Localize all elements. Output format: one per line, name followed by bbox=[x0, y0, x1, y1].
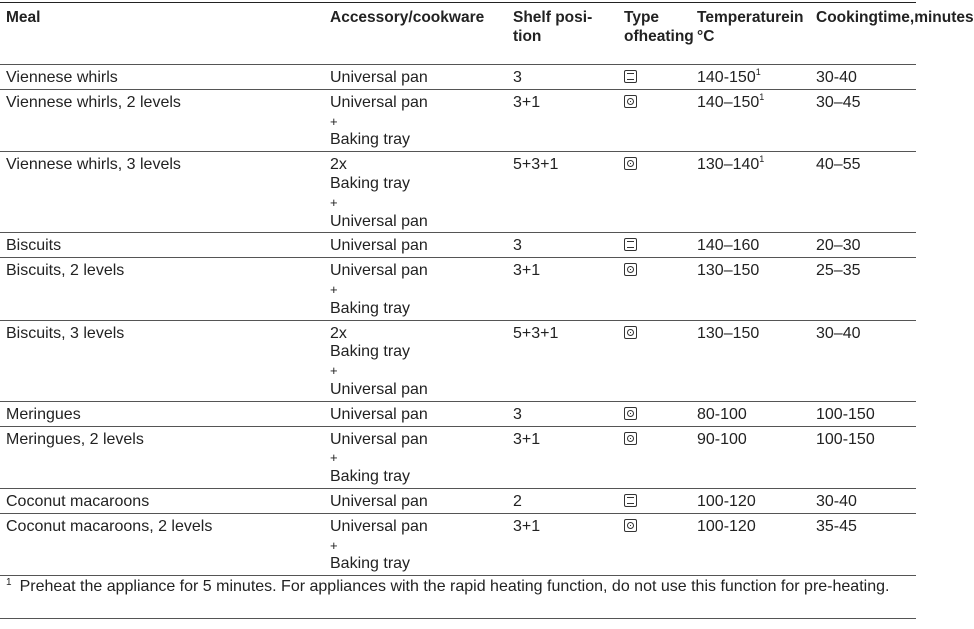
cell-time: 30–40 bbox=[816, 324, 861, 342]
cell-temperature: 80-100 bbox=[697, 405, 747, 423]
cell-meal: Viennese whirls bbox=[6, 69, 118, 86]
table-row bbox=[0, 233, 916, 258]
cell-heating bbox=[618, 488, 691, 513]
footnote-marker: 1 bbox=[6, 577, 12, 588]
cell-shelf: 3+1 bbox=[513, 262, 541, 280]
cell-shelf: 5+3+1 bbox=[513, 156, 559, 174]
cell-time: 35-45 bbox=[816, 517, 857, 535]
cell-accessory: Universal pan bbox=[330, 237, 428, 255]
header-temperature: Temperaturein °C bbox=[697, 9, 804, 45]
cell-meal: Meringues, 2 levels bbox=[6, 430, 144, 448]
cell-accessory: Universal pan bbox=[330, 492, 428, 510]
baking-table bbox=[0, 2, 974, 576]
cell-heating bbox=[618, 401, 691, 426]
cell-heating bbox=[618, 258, 691, 320]
cell-accessory: Universal pan + Baking tray bbox=[330, 262, 428, 317]
table-row bbox=[0, 488, 916, 513]
cell-meal: Biscuits bbox=[6, 237, 62, 255]
cell-heating bbox=[618, 320, 691, 401]
footnote bbox=[6, 578, 896, 597]
cell-heating bbox=[618, 89, 691, 151]
cell-time: 25–35 bbox=[816, 262, 861, 280]
cell-meal: Viennese whirls, 2 levels bbox=[6, 93, 181, 111]
cell-temperature: 90-100 bbox=[697, 430, 747, 448]
header-accessory: Accessory/cookware bbox=[330, 9, 485, 26]
header-shelf: Shelf posi-tion bbox=[513, 9, 593, 45]
cell-shelf: 3+1 bbox=[513, 430, 541, 448]
cell-time: 30-40 bbox=[816, 69, 857, 86]
cell-accessory: Universal pan + Baking tray bbox=[330, 93, 428, 149]
header-time: Cookingtime,minutes bbox=[816, 9, 974, 26]
top-bottom-heat-icon bbox=[624, 70, 637, 83]
table-header-row bbox=[0, 3, 916, 65]
header-meal: Meal bbox=[6, 9, 41, 26]
cell-heating bbox=[618, 426, 691, 488]
table-row bbox=[0, 258, 916, 320]
cell-meal: Coconut macaroons, 2 levels bbox=[6, 517, 213, 535]
cell-shelf: 5+3+1 bbox=[513, 324, 559, 342]
header-heating: Type ofheating bbox=[624, 9, 694, 45]
cell-accessory: Universal pan bbox=[330, 405, 428, 423]
cell-time: 30–45 bbox=[816, 93, 861, 111]
hot-air-icon bbox=[624, 519, 637, 532]
cell-shelf: 3 bbox=[513, 237, 522, 255]
cell-shelf: 2 bbox=[513, 492, 522, 510]
hot-air-icon bbox=[624, 407, 637, 420]
cell-meal: Coconut macaroons bbox=[6, 492, 150, 510]
table-row bbox=[0, 513, 916, 575]
table-row bbox=[0, 401, 916, 426]
hot-air-icon bbox=[624, 432, 637, 445]
cell-accessory: 2x Baking tray + Universal pan bbox=[330, 324, 428, 398]
footnote-ref: 1 bbox=[755, 67, 761, 77]
hot-air-icon bbox=[624, 95, 637, 108]
cell-heating bbox=[618, 513, 691, 575]
table-row bbox=[0, 320, 916, 401]
cell-temperature: $140-150^1$ bbox=[697, 67, 761, 86]
cell-temperature: 100-120 bbox=[697, 517, 756, 535]
cell-time: 40–55 bbox=[816, 156, 861, 174]
bottom-rule bbox=[0, 618, 916, 619]
cell-shelf: 3+1 bbox=[513, 517, 541, 535]
footnote-ref: 1 bbox=[759, 154, 765, 165]
table-row bbox=[0, 426, 916, 488]
cell-meal: Biscuits, 2 levels bbox=[6, 262, 125, 280]
cell-temperature: 140–160 bbox=[697, 237, 760, 255]
cell-time: 30-40 bbox=[816, 492, 857, 510]
cell-shelf: 3 bbox=[513, 69, 522, 86]
cell-heating bbox=[618, 65, 691, 90]
cell-temperature: 100-120 bbox=[697, 492, 756, 510]
cell-time: 20–30 bbox=[816, 237, 861, 255]
cell-time: 100-150 bbox=[816, 405, 875, 423]
cell-temperature: 130–150 bbox=[697, 262, 760, 280]
footnote-ref: 1 bbox=[759, 91, 765, 102]
cell-heating bbox=[618, 233, 691, 258]
top-bottom-heat-icon bbox=[624, 494, 637, 507]
cell-meal: Meringues bbox=[6, 405, 81, 423]
hot-air-icon bbox=[624, 326, 637, 339]
hot-air-icon bbox=[624, 157, 637, 170]
table-row bbox=[0, 152, 916, 233]
footnote-text: Preheat the appliance for 5 minutes. For appliances with the rapid heating function, do not use this function for pre-heating. bbox=[19, 578, 890, 595]
cell-heating bbox=[618, 152, 691, 233]
cell-accessory: Universal pan bbox=[330, 69, 428, 86]
cell-accessory: Universal pan + Baking tray bbox=[330, 430, 428, 486]
table-row bbox=[0, 89, 916, 151]
cell-meal: Biscuits, 3 levels bbox=[6, 324, 125, 342]
cell-temperature: $140-150^1$ bbox=[697, 91, 765, 111]
cell-temperature: 130–150 bbox=[697, 324, 760, 342]
table-row bbox=[0, 65, 916, 90]
cell-time: 100-150 bbox=[816, 430, 875, 448]
hot-air-icon bbox=[624, 263, 637, 276]
top-bottom-heat-icon bbox=[624, 238, 637, 251]
cell-meal: Viennese whirls, 3 levels bbox=[6, 156, 181, 174]
cell-accessory: Universal pan + Baking tray bbox=[330, 517, 428, 573]
cell-shelf: 3 bbox=[513, 405, 522, 423]
cell-accessory: 2x Baking tray + Universal pan bbox=[330, 156, 428, 230]
cell-shelf: 3+1 bbox=[513, 93, 541, 111]
cell-temperature: $130-140^1$ bbox=[697, 154, 765, 174]
